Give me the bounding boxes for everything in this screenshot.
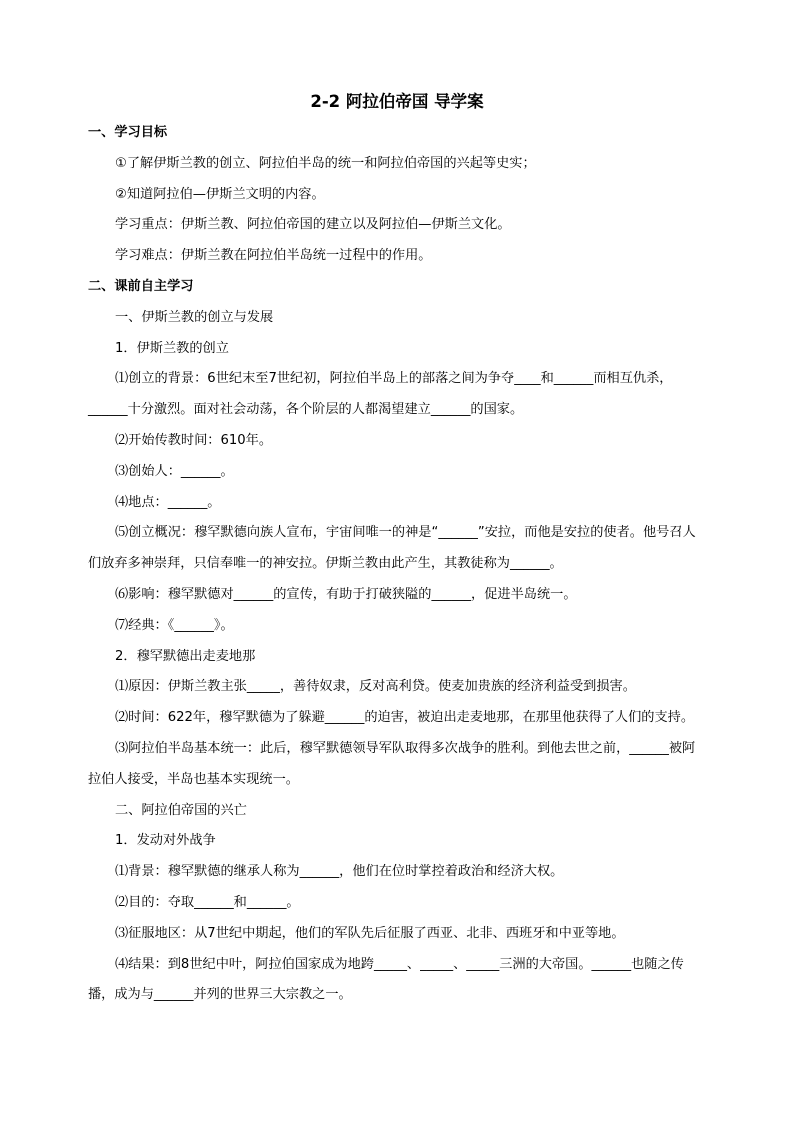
sub-title: 1．发动对外战争 <box>115 833 216 849</box>
question-item: ⑴背景：穆罕默德的继承人称为______，他们在位时掌控着政治和经济大权。 <box>115 864 564 880</box>
part-title: 二、阿拉伯帝国的兴亡 <box>115 802 247 818</box>
question-item: ⑶创始人：______。 <box>115 463 234 479</box>
document-body <box>88 118 704 1011</box>
sub-title: 2．穆罕默德出走麦地那 <box>115 648 256 664</box>
question-item: ⑺经典：《______》。 <box>115 617 234 633</box>
key-points: 学习重点：伊斯兰教、阿拉伯帝国的建立以及阿拉伯—伊斯兰文化。 <box>115 217 511 233</box>
question-item: ⑴创立的背景：6世纪末至7世纪初，阿拉伯半岛上的部落之间为争夺____和______而相互仇杀，______十分激烈。面对社会动荡，各个阶层的人都渴望建立______的国家。 <box>88 371 673 418</box>
sub-title: 1．伊斯兰教的创立 <box>115 340 229 356</box>
question-item: ⑵开始传教时间：610年。 <box>115 432 273 448</box>
question-item: ⑶阿拉伯半岛基本统一：此后，穆罕默德领导军队取得多次战争的胜利。到他去世之前，______被阿拉伯人接受，半岛也基本实现统一。 <box>88 740 696 787</box>
difficulty: 学习难点：伊斯兰教在阿拉伯半岛统一过程中的作用。 <box>115 248 432 264</box>
section-heading-self-study: 二、课前自主学习 <box>88 278 194 294</box>
question-item: ⑶征服地区：从7世纪中期起，他们的军队先后征服了西亚、北非、西班牙和中亚等地。 <box>115 925 625 941</box>
question-item: ⑸创立概况：穆罕默德向族人宣布，宇宙间唯一的神是“______”安拉，而他是安拉的使者。他号召人们放弃多神崇拜，只信奉唯一的神安拉。伊斯兰教由此产生，其教徒称为______。 <box>88 525 696 572</box>
question-item: ⑵时间：622年，穆罕默德为了躲避______的迫害，被迫出走麦地那，在那里他获得了人们的支持。 <box>115 710 695 726</box>
question-item: ⑷地点：______。 <box>115 494 221 510</box>
part-title: 一、伊斯兰教的创立与发展 <box>115 309 274 325</box>
goal-item: ①了解伊斯兰教的创立、阿拉伯半岛的统一和阿拉伯帝国的兴起等史实； <box>115 155 536 171</box>
document-title: 2-2 阿拉伯帝国 导学案 <box>310 92 484 111</box>
question-item: ⑹影响：穆罕默德对______的宣传，有助于打破狭隘的______，促进半岛统一。 <box>115 586 577 602</box>
section-heading-goals: 一、学习目标 <box>88 125 168 140</box>
question-item: ⑴原因：伊斯兰教主张_____，善待奴隶，反对高利贷。使麦加贵族的经济利益受到损害。 <box>115 679 636 695</box>
question-item: ⑵目的：夺取______和______。 <box>115 894 300 910</box>
question-item: ⑷结果：到8世纪中叶，阿拉伯国家成为地跨_____、_____、_____三洲的大帝国。______也随之传播，成为与______并列的世界三大宗教之一。 <box>88 956 684 1003</box>
goal-item: ②知道阿拉伯—伊斯兰文明的内容。 <box>115 186 325 202</box>
